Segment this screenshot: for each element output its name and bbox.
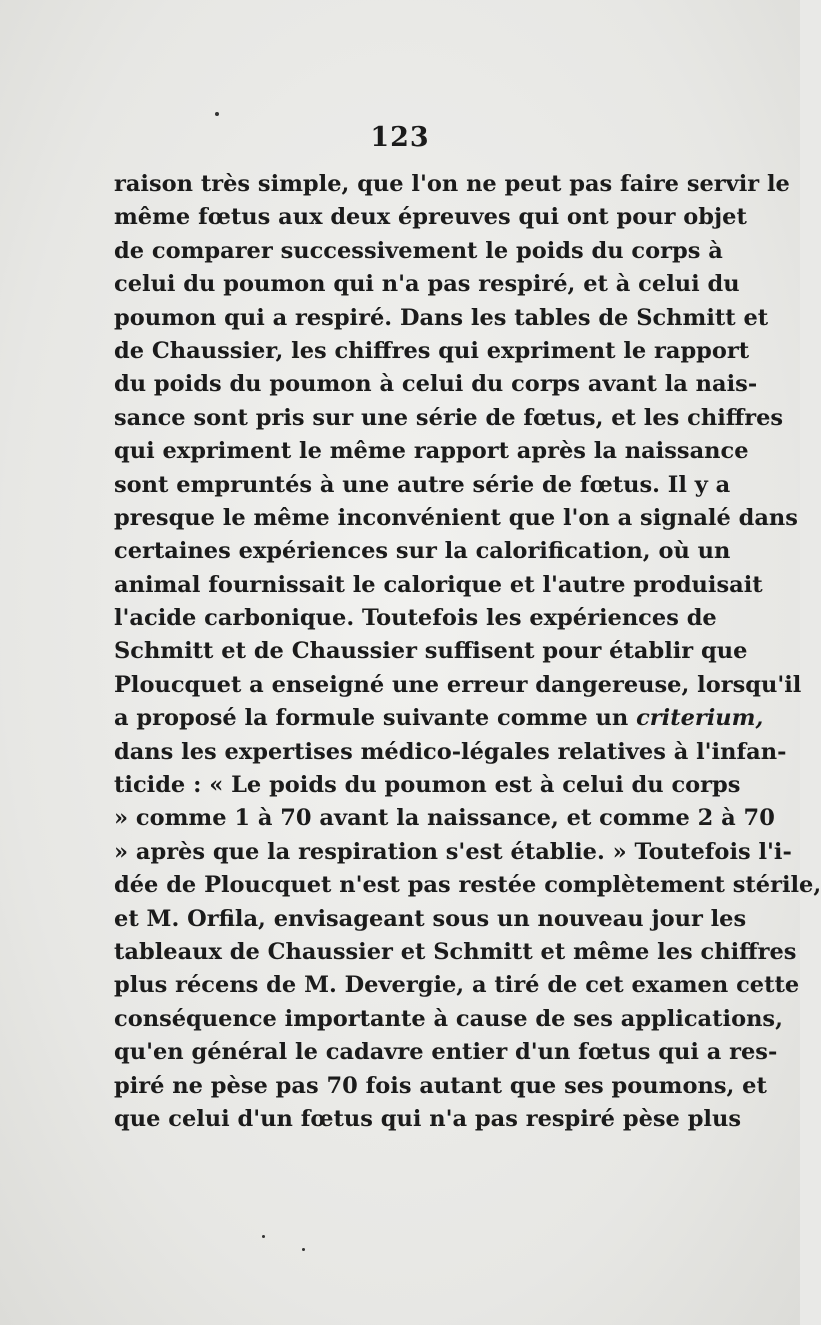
text-line: Schmitt et de Chaussier suffisent pour établir que bbox=[114, 638, 748, 665]
text-line: de comparer successivement le poids du corps à bbox=[114, 237, 723, 264]
text-line: l'acide carbonique. Toutefois les expériences de bbox=[114, 605, 717, 632]
text-line: ticide : « Le poids du poumon est à celui du corps bbox=[114, 772, 741, 799]
ink-speck bbox=[215, 112, 219, 116]
text-line: certaines expériences sur la calorification, où un bbox=[114, 538, 731, 565]
text-line: sance sont pris sur une série de fœtus, et les chiffres bbox=[114, 404, 784, 431]
text-line-with-italic bbox=[114, 702, 764, 735]
text-line: tableaux de Chaussier et Schmitt et même les chiffres bbox=[114, 938, 797, 965]
italic-term: criterium, bbox=[636, 705, 764, 732]
text-line: » comme 1 à 70 avant la naissance, et comme 2 à 70 bbox=[114, 805, 775, 832]
text-line: qui expriment le même rapport après la naissance bbox=[114, 438, 749, 465]
text-line: presque le même inconvénient que l'on a signalé dans bbox=[114, 504, 798, 531]
ink-speck bbox=[262, 1235, 265, 1238]
text-line: de Chaussier, les chiffres qui expriment le rapport bbox=[114, 337, 750, 364]
text-line: raison très simple, que l'on ne peut pas faire servir le bbox=[114, 171, 790, 197]
text-line-segment: a proposé la formule suivante comme un bbox=[114, 705, 629, 732]
text-line: que celui d'un fœtus qui n'a pas respiré pèse plus bbox=[114, 1105, 742, 1132]
text-line: piré ne pèse pas 70 fois autant que ses poumons, et bbox=[114, 1072, 767, 1099]
text-line: conséquence importante à cause de ses applications, bbox=[114, 1005, 783, 1032]
ink-speck bbox=[302, 1248, 305, 1251]
text-line: sont empruntés à une autre série de fœtus. Il y a bbox=[114, 471, 731, 498]
text-line: animal fournissait le calorique et l'autre produisait bbox=[114, 571, 763, 598]
text-line: poumon qui a respiré. Dans les tables de Schmitt et bbox=[114, 304, 769, 331]
text-line: celui du poumon qui n'a pas respiré, et à celui du bbox=[114, 271, 740, 298]
text-line: » après que la respiration s'est établie. » Toutefois l'i- bbox=[114, 838, 792, 865]
text-line: même fœtus aux deux épreuves qui ont pour objet bbox=[114, 204, 747, 231]
page-number: 123 bbox=[370, 122, 430, 153]
text-line: dée de Ploucquet n'est pas restée complètement stérile, bbox=[114, 872, 821, 899]
text-line: plus récens de M. Devergie, a tiré de cet examen cette bbox=[114, 972, 800, 999]
text-line: qu'en général le cadavre entier d'un fœtus qui a res- bbox=[114, 1039, 778, 1066]
body-text bbox=[114, 168, 821, 1136]
text-line: dans les expertises médico-légales relatives à l'infan- bbox=[114, 738, 787, 765]
text-line: et M. Orfila, envisageant sous un nouveau jour les bbox=[114, 905, 747, 932]
text-line: Ploucquet a enseigné une erreur dangereuse, lorsqu'il bbox=[114, 671, 802, 698]
text-line: du poids du poumon à celui du corps avant la nais- bbox=[114, 371, 758, 398]
